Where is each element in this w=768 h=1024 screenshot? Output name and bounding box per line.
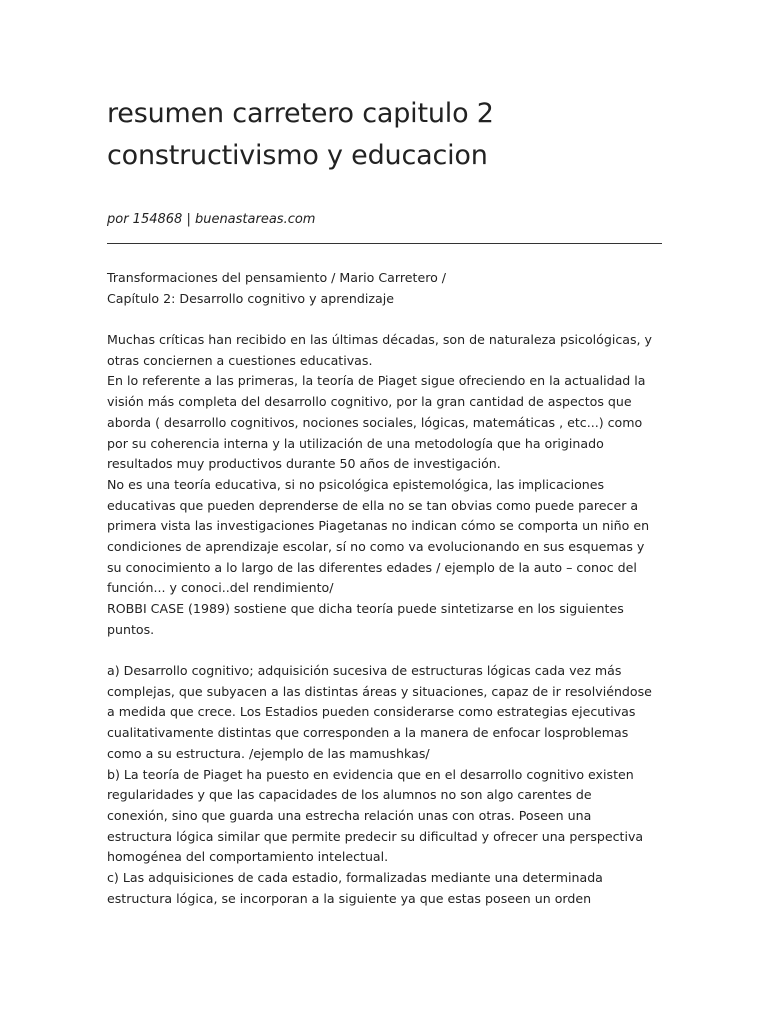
document-page [107,93,662,909]
body-text-line: a) Desarrollo cognitivo; adquisición sucesiva de estructuras lógicas cada vez más [107,663,622,679]
body-text-line: cualitativamente distintas que corresponden a la manera de enfocar losproblemas [107,725,629,741]
document-body [107,268,662,909]
header-divider [107,243,662,244]
body-text-line: Transformaciones del pensamiento / Mario Carretero / [107,270,447,285]
title-line: resumen carretero capitulo 2 [107,98,494,129]
body-text-line: ROBBI CASE (1989) sostiene que dicha teoría puede sintetizarse en los siguientes [107,601,624,616]
body-text-line: otras conciernen a cuestiones educativas. [107,352,373,368]
body-text-line: por su coherencia interna y la utilización de una metodología que ha originado [107,435,604,451]
body-text-line: como a su estructura. /ejemplo de las mamushkas/ [107,745,430,761]
body-text-line: función... y conoci..del rendimiento/ [107,580,334,596]
body-text-line: puntos. [107,621,155,637]
title-line: constructivismo y educacion [107,140,488,171]
body-text-line: resultados muy productivos durante 50 años de investigación. [107,456,501,472]
body-text-line: Muchas críticas han recibido en las últimas décadas, son de naturaleza psicológicas, y [107,332,653,348]
paragraph-spacer [107,640,662,661]
body-text-line: estructura lógica, se incorporan a la siguiente ya que estas poseen un orden [107,890,592,906]
document-title [107,93,662,177]
body-text-line: visión más completa del desarrollo cognitivo, por la gran cantidad de aspectos que [107,394,632,410]
body-text-line: En lo referente a las primeras, la teoría de Piaget sigue ofreciendo en la actualidad la [107,373,646,389]
body-text-line: educativas que pueden deprenderse de ella no se tan obvias como puede parecer a [107,497,639,513]
paragraph-spacer [107,309,662,330]
author-byline: por 154868 | buenastareas.com [107,212,316,227]
body-text-line: complejas, que subyacen a las distintas áreas y situaciones, capaz de ir resolviéndose [107,683,652,699]
body-text-line: regularidades y que las capacidades de los alumnos no son algo carentes de [107,787,592,803]
body-text-line: conexión, sino que guarda una estrecha relación unas con otras. Poseen una [107,807,592,823]
body-text-line: homogénea del comportamiento intelectual. [107,849,389,865]
body-text-line: aborda ( desarrollo cognitivos, nociones sociales, lógicas, matemáticas , etc...) como [107,414,643,430]
body-text-line: condiciones de aprendizaje escolar, sí no como va evolucionando en sus esquemas y [107,538,645,554]
body-text-line: c) Las adquisiciones de cada estadio, formalizadas mediante una determinada [107,869,603,885]
body-text-line: Capítulo 2: Desarrollo cognitivo y aprendizaje [107,290,394,306]
body-text-line: b) La teoría de Piaget ha puesto en evidencia que en el desarrollo cognitivo existen [107,766,634,782]
body-text-line: estructura lógica similar que permite predecir su dificultad y ofrecer una perspectiva [107,828,644,844]
body-text-line: a medida que crece. Los Estadios pueden considerarse como estrategias ejecutivas [107,704,636,720]
body-text-line: No es una teoría educativa, si no psicológica epistemológica, las implicaciones [107,476,605,492]
body-text-line: primera vista las investigaciones Piagetanas no indican cómo se comporta un niño en [107,518,650,534]
body-text-line: su conocimiento a lo largo de las diferentes edades / ejemplo de la auto – conoc del [107,559,637,575]
